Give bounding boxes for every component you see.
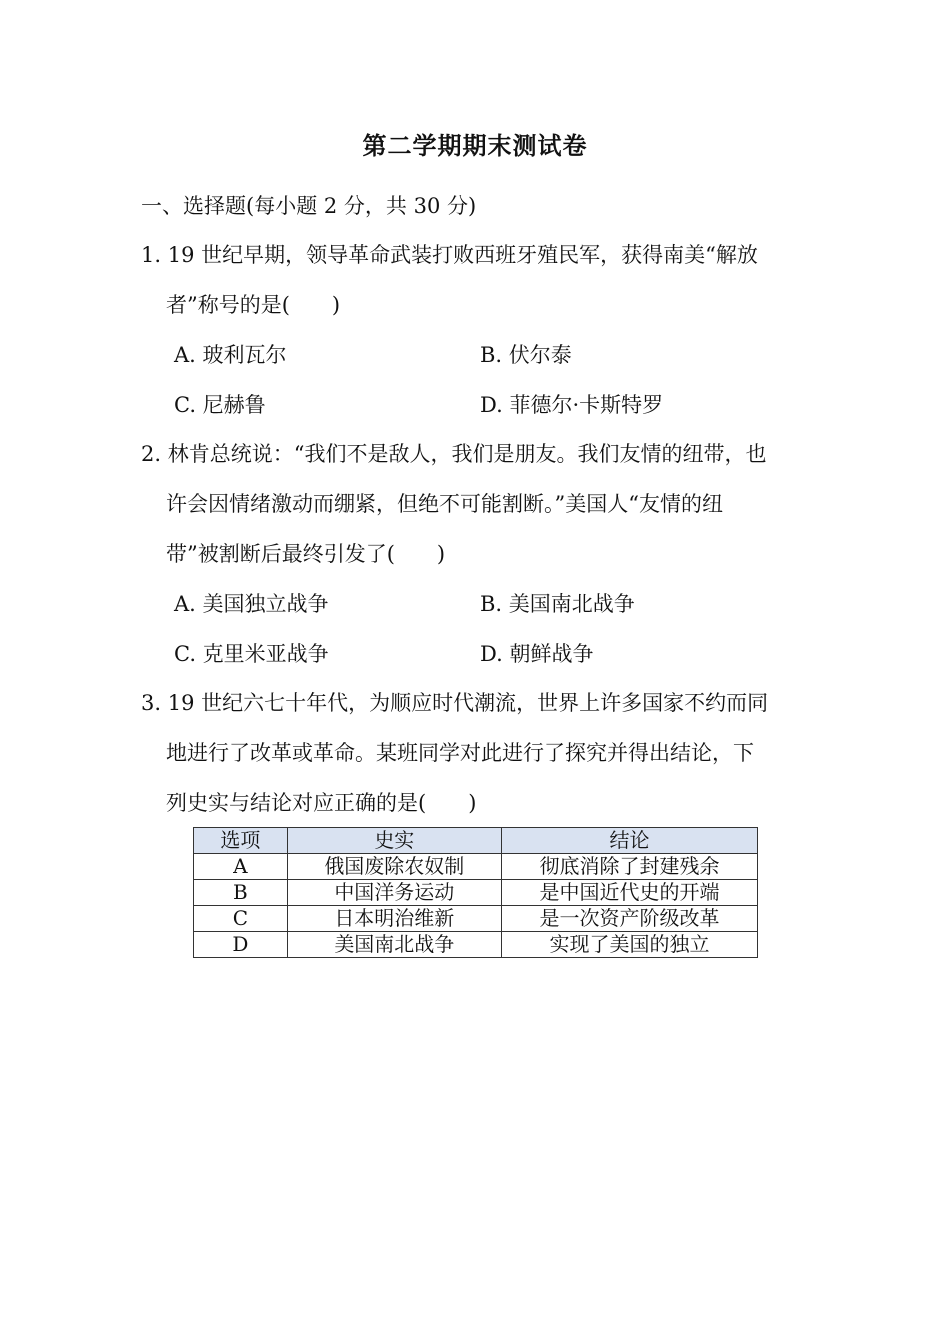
question-3-line-1: 3. 19 世纪六七十年代，为顺应时代潮流，世界上许多国家不约而同 bbox=[141, 691, 769, 715]
question-2-option-b: B. 美国南北战争 bbox=[480, 592, 635, 616]
question-1-line-2: 者”称号的是( ) bbox=[166, 293, 341, 317]
table-cell-option: A bbox=[194, 854, 288, 880]
question-2-line-3: 带”被割断后最终引发了( ) bbox=[166, 542, 446, 566]
question-2-option-a: A. 美国独立战争 bbox=[174, 592, 329, 616]
table-row bbox=[194, 854, 758, 880]
question-1-line-1: 1. 19 世纪早期，领导革命武装打败西班牙殖民军，获得南美“解放 bbox=[141, 243, 758, 267]
question-1-option-d: D. 菲德尔·卡斯特罗 bbox=[480, 393, 664, 417]
table-cell-option: B bbox=[194, 880, 288, 906]
page-title: 第二学期期末测试卷 bbox=[362, 132, 588, 160]
table-header-row bbox=[194, 828, 758, 854]
section-heading: 一、选择题(每小题 2 分，共 30 分) bbox=[141, 194, 477, 218]
table-row bbox=[194, 906, 758, 932]
table-cell-conclusion: 是一次资产阶级改革 bbox=[501, 906, 757, 932]
table-cell-fact: 日本明治维新 bbox=[287, 906, 501, 932]
question-1-option-c: C. 尼赫鲁 bbox=[174, 393, 266, 417]
question-3-line-2: 地进行了改革或革命。某班同学对此进行了探究并得出结论，下 bbox=[166, 741, 754, 765]
question-1-option-b: B. 伏尔泰 bbox=[480, 343, 572, 367]
table-cell-conclusion: 彻底消除了封建残余 bbox=[501, 854, 757, 880]
question-3-table bbox=[193, 827, 758, 958]
question-2-line-1: 2. 林肯总统说：“我们不是敌人，我们是朋友。我们友情的纽带，也 bbox=[141, 442, 767, 466]
question-2-line-2: 许会因情绪激动而绷紧，但绝不可能割断。”美国人“友情的纽 bbox=[166, 492, 723, 516]
question-3-line-3: 列史实与结论对应正确的是( ) bbox=[166, 791, 477, 815]
table-header-conclusion: 结论 bbox=[501, 828, 757, 854]
question-2-option-d: D. 朝鲜战争 bbox=[480, 642, 594, 666]
table-cell-fact: 中国洋务运动 bbox=[287, 880, 501, 906]
question-1-option-a: A. 玻利瓦尔 bbox=[174, 343, 287, 367]
table-cell-conclusion: 是中国近代史的开端 bbox=[501, 880, 757, 906]
table-cell-fact: 美国南北战争 bbox=[287, 932, 501, 958]
table-cell-option: C bbox=[194, 906, 288, 932]
table-row bbox=[194, 880, 758, 906]
table-cell-conclusion: 实现了美国的独立 bbox=[501, 932, 757, 958]
table-cell-option: D bbox=[194, 932, 288, 958]
table-cell-fact: 俄国废除农奴制 bbox=[287, 854, 501, 880]
table-header-fact: 史实 bbox=[287, 828, 501, 854]
table-row bbox=[194, 932, 758, 958]
table-header-option: 选项 bbox=[194, 828, 288, 854]
question-2-option-c: C. 克里米亚战争 bbox=[174, 642, 329, 666]
